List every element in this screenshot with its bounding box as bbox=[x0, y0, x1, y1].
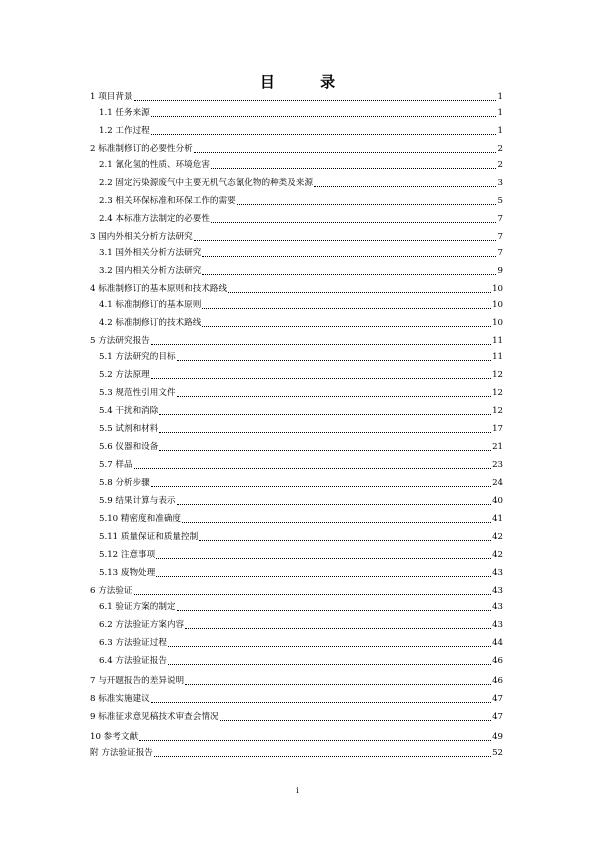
toc-chapter-entry[interactable] bbox=[90, 336, 503, 346]
dot-leader bbox=[314, 186, 496, 187]
toc-entry-page: 42 bbox=[492, 532, 503, 542]
toc-section-entry[interactable] bbox=[99, 460, 503, 470]
dot-leader bbox=[211, 222, 496, 223]
toc-entry-label: 5.1 方法研究的目标 bbox=[99, 352, 176, 362]
dot-leader bbox=[159, 432, 491, 433]
toc-entry-page: 23 bbox=[492, 460, 503, 470]
toc-chapter-entry[interactable] bbox=[90, 712, 503, 722]
dot-leader bbox=[177, 504, 492, 505]
toc-entry-label: 1.1 任务来源 bbox=[99, 108, 150, 118]
toc-entry-page: 47 bbox=[492, 712, 503, 722]
toc-entry-label: 1 项目背景 bbox=[90, 92, 133, 102]
dot-leader bbox=[185, 628, 491, 629]
toc-entry-page: 52 bbox=[492, 748, 503, 758]
dot-leader bbox=[151, 702, 491, 703]
toc-entry-page: 12 bbox=[492, 370, 503, 380]
toc-section-entry[interactable] bbox=[99, 442, 503, 452]
toc-entry-label: 5.9 结果计算与表示 bbox=[99, 496, 176, 506]
toc-entry-page: 44 bbox=[492, 638, 503, 648]
toc-entry-label: 7 与开题报告的差异说明 bbox=[90, 676, 185, 686]
dot-leader bbox=[182, 522, 491, 523]
toc-entry-label: 6 方法验证 bbox=[90, 586, 133, 596]
dot-leader bbox=[156, 558, 491, 559]
toc-entry-label: 2.1 氰化氢的性质、环境危害 bbox=[99, 160, 210, 170]
toc-entry-page: 17 bbox=[492, 424, 503, 434]
dot-leader bbox=[159, 414, 491, 415]
dot-leader bbox=[151, 344, 491, 345]
toc-section-entry[interactable] bbox=[99, 300, 503, 310]
toc-entry-label: 5.4 干扰和消除 bbox=[99, 406, 159, 416]
toc-section-entry[interactable] bbox=[99, 602, 503, 612]
dot-leader bbox=[228, 292, 491, 293]
toc-entry-page: 43 bbox=[492, 620, 503, 630]
toc-section-entry[interactable] bbox=[99, 424, 503, 434]
toc-section-entry[interactable] bbox=[99, 638, 503, 648]
toc-chapter-entry[interactable] bbox=[90, 232, 503, 242]
dot-leader bbox=[159, 450, 491, 451]
toc-entry-label: 8 标准实施建议 bbox=[90, 694, 150, 704]
dot-leader bbox=[156, 576, 491, 577]
toc-entry-page: 7 bbox=[497, 214, 503, 224]
toc-chapter-entry[interactable] bbox=[90, 676, 503, 686]
toc-section-entry[interactable] bbox=[99, 388, 503, 398]
toc-entry-page: 1 bbox=[497, 108, 503, 118]
toc-section-entry[interactable] bbox=[99, 514, 503, 524]
dot-leader bbox=[202, 326, 491, 327]
toc-section-entry[interactable] bbox=[99, 406, 503, 416]
toc-entry-label: 2 标准制修订的必要性分析 bbox=[90, 144, 193, 154]
toc-entry-label: 6.2 方法验证方案内容 bbox=[99, 620, 185, 630]
dot-leader bbox=[168, 664, 491, 665]
toc-entry-label: 9 标准征求意见稿技术审查会情况 bbox=[90, 712, 219, 722]
dot-leader bbox=[168, 646, 491, 647]
toc-entry-page: 40 bbox=[492, 496, 503, 506]
toc-section-entry[interactable] bbox=[99, 178, 503, 188]
page-number: i bbox=[296, 786, 299, 795]
toc-entry-label: 5.13 废物处理 bbox=[99, 568, 156, 578]
toc-section-entry[interactable] bbox=[99, 656, 503, 666]
toc-section-entry[interactable] bbox=[99, 532, 503, 542]
toc-entry-label: 1.2 工作过程 bbox=[99, 126, 150, 136]
dot-leader bbox=[202, 308, 491, 309]
toc-entry-page: 43 bbox=[492, 602, 503, 612]
dot-leader bbox=[177, 610, 492, 611]
toc-entry-label: 4.1 标准制修订的基本原则 bbox=[99, 300, 202, 310]
toc-entry-page: 24 bbox=[492, 478, 503, 488]
toc-entry-label: 2.4 本标准方法制定的必要性 bbox=[99, 214, 210, 224]
dot-leader bbox=[177, 360, 492, 361]
toc-chapter-entry[interactable] bbox=[90, 92, 503, 102]
toc-section-entry[interactable] bbox=[99, 196, 503, 206]
toc-entry-page: 7 bbox=[497, 248, 503, 258]
toc-entry-page: 43 bbox=[492, 568, 503, 578]
dot-leader bbox=[151, 378, 491, 379]
dot-leader bbox=[194, 152, 496, 153]
toc-entry-page: 1 bbox=[497, 92, 503, 102]
dot-leader bbox=[177, 396, 492, 397]
toc-chapter-entry[interactable] bbox=[90, 586, 503, 596]
toc-entry-label: 3.2 国内相关分析方法研究 bbox=[99, 266, 202, 276]
dot-leader bbox=[134, 594, 491, 595]
toc-entry-label: 6.1 验证方案的制定 bbox=[99, 602, 176, 612]
toc-entry-label: 2.2 固定污染源废气中主要无机气态氰化物的种类及来源 bbox=[99, 178, 314, 188]
toc-chapter-entry[interactable] bbox=[90, 144, 503, 154]
toc-entry-label: 5.7 样品 bbox=[99, 460, 133, 470]
toc-entry-label: 5.5 试剂和材料 bbox=[99, 424, 159, 434]
toc-entry-label: 10 参考文献 bbox=[90, 732, 139, 742]
toc-entry-page: 2 bbox=[497, 144, 503, 154]
dot-leader bbox=[185, 684, 491, 685]
toc-entry-label: 5.3 规范性引用文件 bbox=[99, 388, 176, 398]
toc-entry-page: 42 bbox=[492, 550, 503, 560]
toc-section-entry[interactable] bbox=[99, 160, 503, 170]
toc-entry-page: 11 bbox=[492, 336, 503, 346]
toc-section-entry[interactable] bbox=[99, 214, 503, 224]
dot-leader bbox=[151, 486, 491, 487]
toc-entry-page: 10 bbox=[492, 300, 503, 310]
dot-leader bbox=[202, 274, 496, 275]
dot-leader bbox=[237, 204, 496, 205]
dot-leader bbox=[220, 720, 492, 721]
toc-section-entry[interactable] bbox=[99, 568, 503, 578]
page-title: 目 录 bbox=[259, 73, 356, 91]
toc-entry-label: 5.6 仪器和设备 bbox=[99, 442, 159, 452]
dot-leader bbox=[211, 168, 496, 169]
toc-section-entry[interactable] bbox=[99, 318, 503, 328]
toc-entry-page: 11 bbox=[492, 352, 503, 362]
toc-entry-page: 41 bbox=[492, 514, 503, 524]
toc-entry-label: 5.8 分析步骤 bbox=[99, 478, 150, 488]
dot-leader bbox=[199, 540, 491, 541]
dot-leader bbox=[134, 468, 491, 469]
toc-entry-page: 10 bbox=[492, 284, 503, 294]
toc-entry-label: 6.4 方法验证报告 bbox=[99, 656, 167, 666]
toc-entry-page: 10 bbox=[492, 318, 503, 328]
toc-entry-page: 46 bbox=[492, 676, 503, 686]
dot-leader bbox=[202, 256, 496, 257]
toc-entry-label: 4 标准制修订的基本原则和技术路线 bbox=[90, 284, 228, 294]
toc-entry-label: 2.3 相关环保标准和环保工作的需要 bbox=[99, 196, 236, 206]
toc-section-entry[interactable] bbox=[99, 478, 503, 488]
toc-chapter-entry[interactable] bbox=[90, 748, 503, 758]
toc-entry-page: 3 bbox=[497, 178, 503, 188]
toc-entry-label: 5.12 注意事项 bbox=[99, 550, 156, 560]
toc-chapter-entry[interactable] bbox=[90, 284, 503, 294]
toc-entry-label: 5 方法研究报告 bbox=[90, 336, 150, 346]
toc-entry-page: 9 bbox=[497, 266, 503, 276]
toc-entry-label: 3.1 国外相关分析方法研究 bbox=[99, 248, 202, 258]
toc-section-entry[interactable] bbox=[99, 496, 503, 506]
toc-entry-page: 2 bbox=[497, 160, 503, 170]
toc-entry-label: 附 方法验证报告 bbox=[90, 748, 153, 758]
toc-entry-page: 5 bbox=[497, 196, 503, 206]
dot-leader bbox=[194, 240, 496, 241]
toc-entry-label: 5.10 精密度和准确度 bbox=[99, 514, 182, 524]
toc-entry-page: 12 bbox=[492, 388, 503, 398]
toc-section-entry[interactable] bbox=[99, 266, 503, 276]
toc-entry-label: 5.2 方法原理 bbox=[99, 370, 150, 380]
dot-leader bbox=[139, 740, 491, 741]
toc-entry-label: 3 国内外相关分析方法研究 bbox=[90, 232, 193, 242]
toc-section-entry[interactable] bbox=[99, 550, 503, 560]
dot-leader bbox=[151, 134, 496, 135]
dot-leader bbox=[154, 756, 491, 757]
toc-section-entry[interactable] bbox=[99, 352, 503, 362]
toc-entry-page: 7 bbox=[497, 232, 503, 242]
toc-entry-page: 1 bbox=[497, 126, 503, 136]
dot-leader bbox=[134, 100, 496, 101]
toc-entry-page: 21 bbox=[492, 442, 503, 452]
toc-entry-page: 43 bbox=[492, 586, 503, 596]
toc-section-entry[interactable] bbox=[99, 248, 503, 258]
toc-entry-page: 46 bbox=[492, 656, 503, 666]
toc-chapter-entry[interactable] bbox=[90, 732, 503, 742]
toc-entry-page: 49 bbox=[492, 732, 503, 742]
toc-section-entry[interactable] bbox=[99, 370, 503, 380]
toc-section-entry[interactable] bbox=[99, 108, 503, 118]
dot-leader bbox=[151, 116, 496, 117]
toc-section-entry[interactable] bbox=[99, 126, 503, 136]
toc-entry-label: 4.2 标准制修订的技术路线 bbox=[99, 318, 202, 328]
toc-entry-page: 47 bbox=[492, 694, 503, 704]
toc-section-entry[interactable] bbox=[99, 620, 503, 630]
toc-entry-page: 12 bbox=[492, 406, 503, 416]
toc-entry-label: 6.3 方法验证过程 bbox=[99, 638, 167, 648]
toc-entry-label: 5.11 质量保证和质量控制 bbox=[99, 532, 199, 542]
toc-chapter-entry[interactable] bbox=[90, 694, 503, 704]
